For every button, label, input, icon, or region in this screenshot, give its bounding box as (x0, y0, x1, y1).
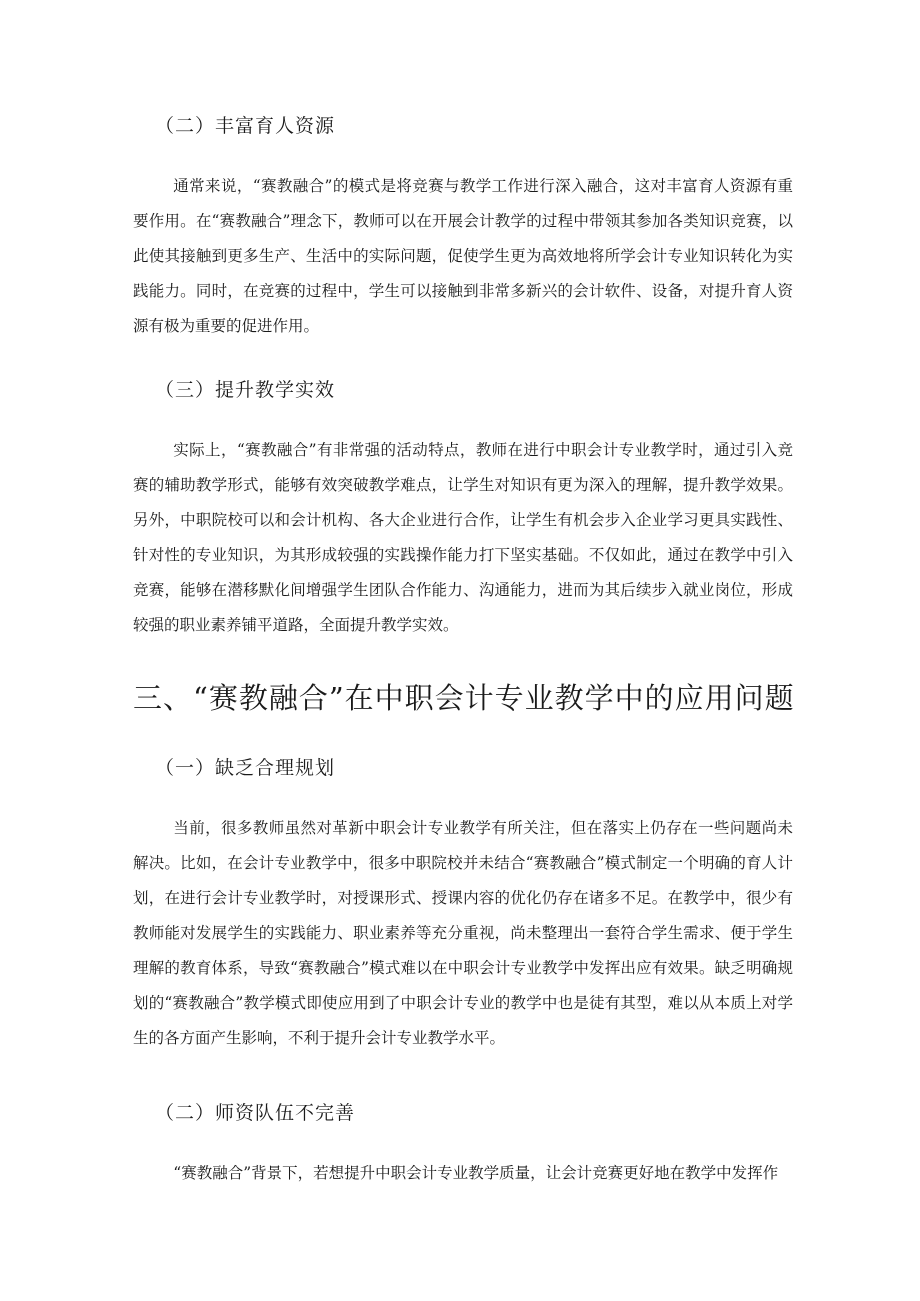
section-heading-faculty-team: （二）师资队伍不完善 (155, 1102, 356, 1124)
section-heading-enrich-resources: （二）丰富育人资源 (155, 115, 336, 137)
chapter-heading-application-problems: 三、“赛教融合”在中职会计专业教学中的应用问题 (133, 681, 795, 715)
section-heading-lack-planning: （一）缺乏合理规划 (155, 757, 336, 779)
paragraph-faculty-team: “赛教融合”背景下，若想提升中职会计专业教学质量，让会计竞赛更好地在教学中发挥作 (173, 1164, 779, 1182)
paragraph-enrich-resources: 通常来说，“赛教融合”的模式是将竞赛与教学工作进行深入融合，这对丰富育人资源有重要作用。在“赛教融合”理念下，教师可以在开展会计教学的过程中带领其参加各类知识竞赛，以此使其接触到更多生产、生活中的实际问题，促使学生更为高效地将所学会计专业知识转化为实践能力。同时，在竞赛的过程中，学生可以接触到非常多新兴的会计软件、设备，对提升育人资源有极为重要的促进作用。 (133, 177, 793, 335)
section-heading-improve-effectiveness: （三）提升教学实效 (155, 379, 336, 401)
paragraph-lack-planning: 当前，很多教师虽然对革新中职会计专业教学有所关注，但在落实上仍存在一些问题尚未解决。比如，在会计专业教学中，很多中职院校并未结合“赛教融合”模式制定一个明确的育人计划，在进行会计专业教学时，对授课形式、授课内容的优化仍存在诸多不足。在教学中，很少有教师能对发展学生的实践能力、职业素养等充分重视，尚未整理出一套符合学生需求、便于学生理解的教育体系，导致“赛教融合”模式难以在中职会计专业教学中发挥出应有效果。缺乏明确规划的“赛教融合”教学模式即使应用到了中职会计专业的教学中也是徒有其型，难以从本质上对学生的各方面产生影响，不利于提升会计专业教学水平。 (133, 819, 793, 1047)
paragraph-improve-effectiveness: 实际上，“赛教融合”有非常强的活动特点，教师在进行中职会计专业教学时，通过引入竞赛的辅助教学形式，能够有效突破教学难点，让学生对知识有更为深入的理解，提升教学效果。另外，中职院校可以和会计机构、各大企业进行合作，让学生有机会步入企业学习更具实践性、针对性的专业知识，为其形成较强的实践操作能力打下坚实基础。不仅如此，通过在教学中引入竞赛，能够在潜移默化间增强学生团队合作能力、沟通能力，进而为其后续步入就业岗位，形成较强的职业素养铺平道路，全面提升教学实效。 (133, 441, 793, 634)
